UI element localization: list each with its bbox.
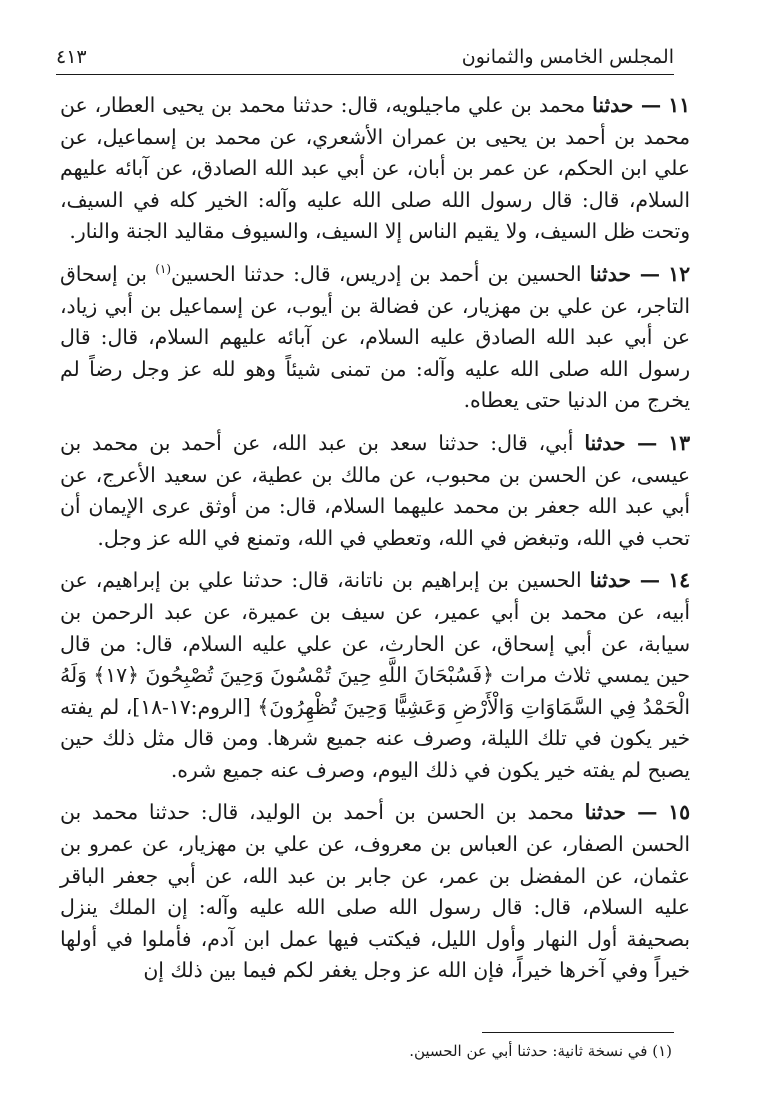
hadith-dash: — [625, 800, 658, 825]
hadith-text: أبي، قال: حدثنا سعد بن عبد الله، عن أحمد بن محمد بن عيسى، عن الحسن بن محبوب، عن مالك بن عطية، عن سعيد الأعرج، عن أبي عبد الله جعفر بن محمد عليهما السلام، قال: من أوثق عرى الإيمان أن تحب في الله، وتبغض في الله، وتعطي في الله، وتمنع في الله عز وجل. [60, 430, 690, 550]
hadith-paragraph [60, 90, 690, 248]
chapter-title: المجلس الخامس والثمانون [461, 46, 674, 68]
hadith-text: الحسين بن إبراهيم بن ناتانة، قال: حدثنا علي بن إبراهيم، عن أبيه، عن محمد بن أبي عمير، عن سيف بن عميرة، عن عبد الرحمن بن سيابة، عن أبي إسحاق، عن الحارث، عن علي عليه السلام، قال: من قال حين يمسي ثلاث مرات ﴿فَسُبْحَانَ اللَّهِ حِينَ تُمْسُونَ وَحِينَ تُصْبِحُونَ ﴿١٧﴾ وَلَهُ الْحَمْدُ فِي السَّمَاوَاتِ وَالْأَرْضِ وَعَشِيًّا وَحِينَ تُظْهِرُونَ﴾ [الروم:١٧-١٨]، لم يفته خير يكون في تلك الليلة، وصرف عنه جميع شرها. ومن قال مثل ذلك حين يصبح لم يفته خير يكون في ذلك اليوم، وصرف عنه جميع شره. [60, 568, 690, 782]
footnote-divider [482, 1032, 674, 1033]
hadith-dash: — [625, 430, 658, 455]
hadith-text: محمد بن علي ماجيلويه، قال: حدثنا محمد بن يحيى العطار، عن محمد بن أحمد بن يحيى بن عمران الأشعري، عن محمد بن إسماعيل، عن علي ابن الحكم، عن عمر بن أبان، عن أبي عبد الله الصادق، عن آبائه عليهم السلام، قال: قال رسول الله صلى الله عليه وآله: الخير كله في السيف، وتحت ظل السيف، ولا يقيم الناس إلا السيف، والسيوف مقاليد الجنة والنار. [60, 93, 690, 244]
hadith-text: الحسين بن أحمد بن إدريس، قال: حدثنا الحسين [171, 261, 582, 286]
page-number: ٤١٣ [56, 46, 87, 68]
hadith-lead-word: حدثنا [589, 261, 631, 286]
page-header [56, 36, 674, 68]
hadith-lead-word: حدثنا [589, 568, 631, 593]
hadith-text: بن إسحاق التاجر، عن علي بن مهزيار، عن فضالة بن أيوب، عن إسماعيل بن أبي زياد، عن أبي عبد الله الصادق عليه السلام، عن آبائه عليهم السلام، قال: قال رسول الله صلى الله عليه وآله: من تمنى شيئاً وهو لله عز وجل رضاً لم يخرج من الدنيا حتى يعطاه. [60, 261, 690, 413]
hadith-lead-word: حدثنا [584, 430, 626, 455]
hadith-dash: — [630, 568, 661, 593]
hadith-number: ١٥ [668, 800, 691, 825]
hadith-dash: — [630, 261, 660, 286]
hadith-paragraph [60, 259, 690, 417]
hadith-number: ١٤ [668, 568, 690, 593]
hadith-paragraph [60, 565, 690, 786]
hadith-paragraph [60, 797, 690, 987]
footnote-marker[interactable]: (١) [155, 262, 172, 277]
page-body [60, 90, 690, 998]
footnote: (١) في نسخة ثانية: حدثنا أبي عن الحسين. [409, 1042, 672, 1060]
hadith-number: ١٣ [668, 430, 691, 455]
hadith-dash: — [633, 93, 662, 117]
header-divider [56, 74, 674, 75]
hadith-number: ١٢ [668, 261, 691, 286]
hadith-number: ١١ [668, 93, 691, 117]
hadith-paragraph [60, 428, 690, 554]
hadith-lead-word: حدثنا [592, 93, 634, 117]
hadith-lead-word: حدثنا [584, 800, 626, 825]
hadith-text: محمد بن الحسن بن أحمد بن الوليد، قال: حدثنا محمد بن الحسن الصفار، عن العباس بن معروف، عن علي بن مهزيار، عن عمرو بن عثمان، عن المفضل بن عمر، عن جابر بن عبد الله، عن أبي جعفر الباقر عليه السلام، قال: قال رسول الله صلى الله عليه وآله: إن الملك ينزل بصحيفة أول النهار وأول الليل، فيكتب فيها عمل ابن آدم، فأملوا في أولها خيراً وفي آخرها خيراً، فإن الله عز وجل يغفر لكم فيما بين ذلك إن [60, 800, 690, 983]
